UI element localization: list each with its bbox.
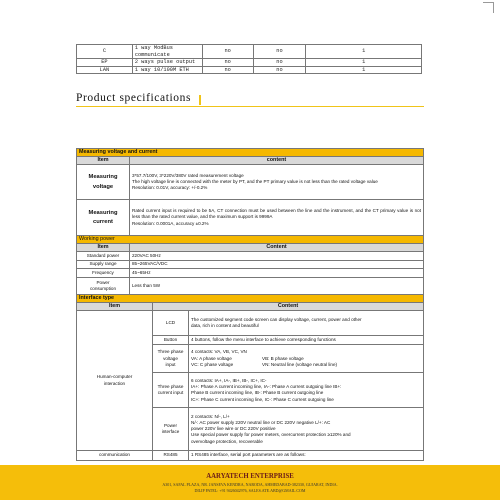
table-cell: no	[202, 45, 253, 59]
table-cell: no	[253, 66, 306, 74]
power-contacts: 2 contacts: N/-, L/+	[191, 413, 230, 419]
vn-desc: VN: Neutral line (voltage neutral line)	[262, 361, 338, 367]
feature-table	[76, 44, 422, 74]
voltage-rated: 3*57.7/100V, 3*220V/380V rated measurement voltage	[132, 172, 244, 178]
current-item-label: current	[93, 219, 113, 225]
company-contact: DILIP PATEL: +91 9426042976, SALES.ATE.ABD@GMAIL.COM	[194, 488, 306, 493]
table-row	[77, 260, 424, 269]
communication-item: communication	[77, 451, 153, 460]
power-consumption-value: Less than 5W	[130, 277, 424, 295]
lcd-item: LCD	[153, 311, 189, 336]
measuring-spec-table	[76, 148, 424, 296]
table-cell: no	[253, 59, 306, 67]
current-input-item	[153, 373, 189, 408]
table-row	[77, 277, 424, 295]
current-contacts: 6 contacts: IA+, IA-, IB+, IB-, IC+, IC-	[191, 377, 267, 383]
interface-section-title: Interface type	[77, 295, 424, 303]
frequency-value: 45~65Hz	[130, 269, 424, 278]
company-address: A301, SAFAL PLAZA, NR. JANSEVA KENDRA, NARODA, AHMEDABAD-382330, GUJARAT, INDIA.	[162, 482, 338, 487]
measuring-section-title: Measuring voltage and current	[77, 149, 424, 157]
current-phase-a: IA+: Phase A current incoming line, IA-: Phase A current outgoing line IB+:	[191, 384, 342, 389]
table-row	[77, 269, 424, 278]
power-consumption-label: Power	[96, 279, 110, 285]
heading-underline	[76, 106, 424, 107]
button-item: Button	[153, 336, 189, 345]
lcd-line: data, rich in content and beautiful	[191, 323, 259, 328]
lcd-content	[189, 311, 424, 336]
current-input-content	[189, 373, 424, 408]
table-cell: no	[202, 66, 253, 74]
voltage-input-item	[153, 345, 189, 373]
current-input-label: Three phase	[157, 384, 184, 389]
voltage-resolution: Resolution: 0.01V, accuracy: +/-0.2%	[132, 185, 208, 191]
power-interface-label: Power	[163, 423, 178, 428]
table-row	[77, 451, 424, 460]
table-cell: 1	[306, 59, 422, 67]
power-interface-label: interface	[161, 429, 180, 435]
voltage-input-content	[189, 345, 424, 373]
current-item-label: Measuring	[88, 209, 118, 216]
measuring-col-item: Item	[77, 157, 130, 165]
table-cell: 2 ways pulse output	[132, 59, 202, 67]
table-row	[77, 311, 424, 336]
voltage-input-label: input	[165, 361, 176, 367]
button-content: 4 buttons, follow the menu interface to achieve corresponding functions	[189, 336, 424, 345]
measuring-col-content: content	[130, 157, 424, 165]
table-cell: C	[77, 45, 133, 59]
voltage-item-label: voltage	[92, 183, 114, 190]
supply-range-item: Supply range	[77, 260, 130, 269]
power-desc: N/-: AC power supply 220V neutral line or DC 220V negative L/+: AC	[191, 419, 331, 425]
power-desc: power 220V live wire or DC 220V positive	[191, 426, 276, 432]
table-cell: 1 way ModBus communicate	[132, 45, 202, 59]
current-phase-c: IC+: Phase C current incoming line, IC-: Phase C current outgoing line	[191, 396, 334, 402]
table-row	[77, 59, 422, 67]
table-row	[77, 165, 424, 200]
table-cell: EP	[77, 59, 133, 67]
interface-col-item: Item	[77, 303, 153, 311]
current-resolution: Resolution: 0.0001A, accuracy ±0.2%	[132, 220, 209, 226]
human-computer-label: Human-computer	[96, 374, 133, 380]
power-col-content: Content	[130, 244, 424, 252]
page-corner-mark	[483, 2, 494, 13]
current-item-cell	[77, 200, 130, 236]
power-col-item: Item	[77, 244, 130, 252]
table-row	[77, 66, 422, 74]
lcd-line: The customized segment code screen can display voltage, current, power and other	[191, 316, 362, 322]
power-consumption-item	[77, 277, 130, 295]
frequency-item: Frequency	[77, 269, 130, 278]
supply-range-value: 85~265VAC/VDC	[130, 260, 424, 269]
voltage-input-label: voltage	[163, 355, 178, 361]
human-computer-item	[77, 311, 153, 451]
vc-desc: VC: C phase voltage	[191, 361, 234, 367]
va-desc: VA: A phase voltage	[191, 355, 232, 361]
table-row	[77, 200, 424, 236]
feature-table-body	[77, 45, 422, 74]
page-heading: Product specifications	[76, 92, 192, 104]
voltage-item-label: Measuring	[88, 174, 118, 181]
company-name: AARYATECH ENTERPRISE	[206, 473, 294, 480]
rs485-item: RS485	[153, 451, 189, 460]
table-row	[77, 45, 422, 59]
interface-col-content: Content	[153, 303, 424, 311]
current-input-label: current input	[157, 390, 184, 396]
table-cell: no	[202, 59, 253, 67]
power-protection: overvoltage protection, recoverable	[191, 438, 263, 444]
voltage-phase-line	[191, 362, 421, 368]
voltage-contacts: 4 contacts: VA, VB, VC, VN	[191, 349, 247, 355]
current-rated: Rated current input is required to be 5A, CT connection must be used between the line and the instrument, and the CT primary value is not less than the rated current value, and the maximum support is 9999A	[132, 208, 421, 220]
table-cell: 1	[306, 66, 422, 74]
voltage-item-cell	[77, 165, 130, 200]
power-interface-content	[189, 408, 424, 451]
voltage-content-cell	[130, 165, 424, 200]
table-row	[77, 252, 424, 261]
current-phase-b: Phase B current incoming line, IB-: Phase B current outgoing line	[191, 390, 324, 396]
current-content-cell	[130, 200, 424, 236]
power-interface-item	[153, 408, 189, 451]
voltage-pt-note: The high voltage line is connected with the meter by PT, and the PT primary value is not less than the rated voltage value	[132, 178, 378, 184]
standard-power-value: 220VAC 50Hz	[130, 252, 424, 261]
table-cell: 1	[306, 45, 422, 59]
power-protection: Use special power supply for power meters, overcurrent protection ≥120% and	[191, 432, 351, 438]
standard-power-item: Standard power	[77, 252, 130, 261]
power-consumption-label: consumption	[89, 286, 117, 292]
interface-spec-table	[76, 294, 424, 461]
voltage-input-label: Three phase	[157, 349, 184, 355]
heading-accent-bar	[199, 95, 201, 105]
human-computer-label: interaction	[103, 380, 126, 386]
working-power-section-title: Working power	[77, 236, 424, 244]
table-cell: 1 way 10/100M ETH	[132, 66, 202, 74]
rs485-content: 1 RS485 interface, serial port parameters are as follows:	[189, 451, 424, 460]
vb-desc: VB: B phase voltage	[262, 355, 304, 361]
table-cell: LAN	[77, 66, 133, 74]
table-cell: no	[253, 45, 306, 59]
